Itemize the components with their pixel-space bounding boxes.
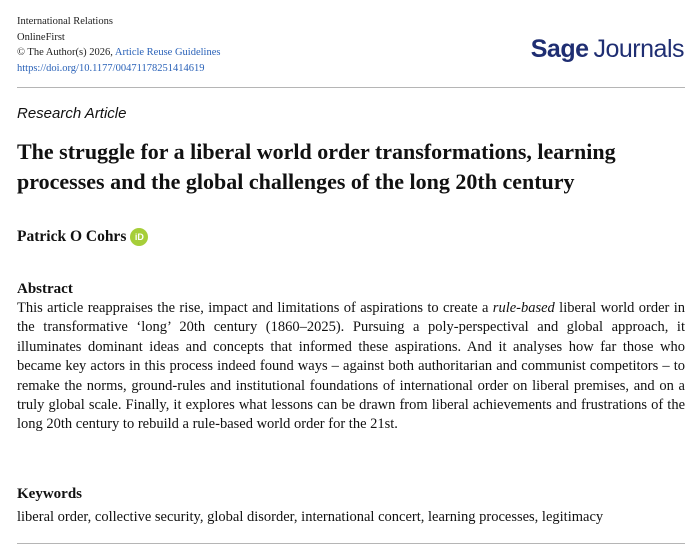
keywords-heading: Keywords <box>17 486 82 502</box>
footer-divider <box>17 543 685 544</box>
publication-status: OnlineFirst <box>17 31 65 43</box>
article-title: The struggle for a liberal world order transformations, learning processes and the global challenges of the long 20th century <box>17 139 616 194</box>
orcid-icon[interactable]: iD <box>130 228 148 246</box>
abstract-emphasis: rule-based <box>492 300 555 316</box>
author-name[interactable]: Patrick O Cohrs <box>17 228 127 245</box>
logo-journals-text: Journals <box>593 35 684 63</box>
author-row <box>17 228 148 246</box>
abstract-text-end: liberal world order in the transformative ‘long’ 20th century (1860–2025). Pursuing a poly-perspectival and global approach, it illuminates dominant ideas and concepts that informed these aspirations. And it analyses how far those who became key actors in this process indeed found ways – against both authoritarian and communist competitors – to remake the norms, ground-rules and institutional foundations of international order on liberal premises, and on a truly global scale. Finally, it explores what lessons can be drawn from liberal achievements and frustrations of the long 20th century to rebuild a rule-based world order for the 21st. <box>17 300 685 433</box>
keywords-list: liberal order, collective security, global disorder, international concert, learning processes, legitimacy <box>17 509 604 525</box>
header-divider <box>17 87 685 88</box>
journal-name: International Relations <box>17 16 113 27</box>
abstract-heading: Abstract <box>17 281 73 297</box>
doi-link[interactable]: https://doi.org/10.1177/00471178251414619 <box>17 62 205 74</box>
sage-journals-logo[interactable] <box>531 35 684 64</box>
article-header <box>17 14 685 76</box>
header-block <box>17 14 685 76</box>
logo-sage-text: Sage <box>530 35 589 63</box>
abstract-text-start: This article reappraises the rise, impact and limitations of aspirations to create a <box>17 300 493 316</box>
abstract-text <box>17 299 685 435</box>
article-reuse-guidelines-link[interactable]: Article Reuse Guidelines <box>114 47 221 58</box>
copyright-text: © The Author(s) 2026, <box>17 47 113 58</box>
article-type: Research Article <box>17 105 127 122</box>
